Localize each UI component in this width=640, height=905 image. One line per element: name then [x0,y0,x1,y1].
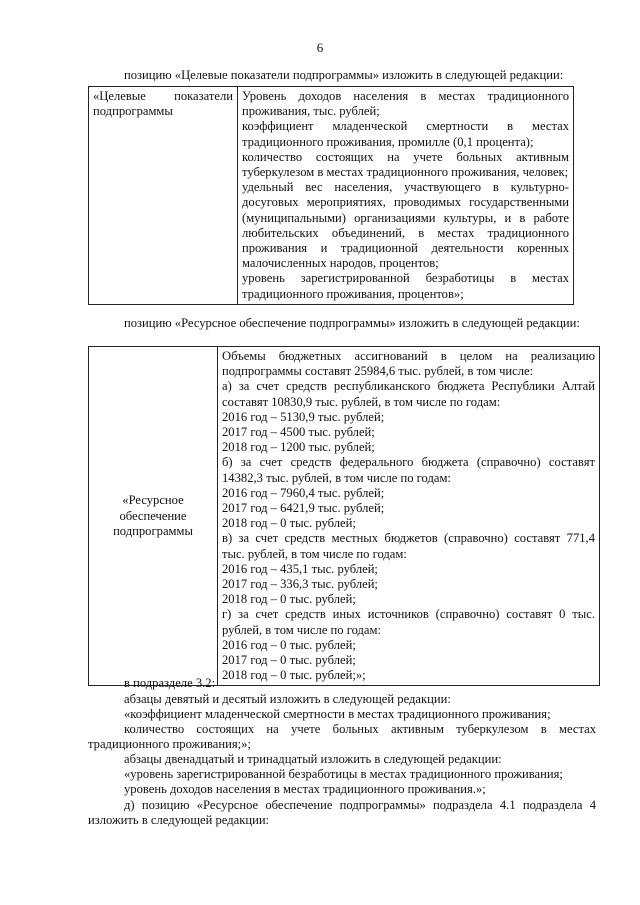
funding-line: г) за счет средств иных источников (справочно) составят 0 тыс. рублей, в том числе по годам: [222,607,595,637]
funding-line: 2016 год – 435,1 тыс. рублей; [222,561,378,576]
funding-line: 2017 год – 4500 тыс. рублей; [222,425,375,440]
funding-line: 2017 год – 336,3 тыс. рублей; [222,577,378,592]
funding-line: 2016 год – 5130,9 тыс. рублей; [222,409,385,424]
funding-line: 2016 год – 7960,4 тыс. рублей; [222,485,385,500]
indicator-item: количество состоящих на учете больных активным туберкулезом в местах традиционного проживания, человек; [242,149,569,180]
funding-line: 2018 год – 0 тыс. рублей; [222,516,356,531]
resource-provision-table [88,346,600,686]
subsection-heading: в подразделе 3.2: [124,676,216,690]
target-indicators-table [88,86,574,305]
funding-line: в) за счет средств местных бюджетов (справочно) составят 771,4 тыс. рублей, в том числе по годам: [222,531,595,561]
funding-line: а) за счет средств республиканского бюджета Республики Алтай составят 10830,9 тыс. рублей, в том числе по годам: [222,379,595,409]
indicator-item: удельный вес населения, участвующего в культурно-досуговых мероприятиях, проводимых государственными (муниципальными) организациями культуры, и в работе любительских объединений, в местах традиционного проживания и традиционной деятельности коренных малочисленных народов, процентов; [242,180,569,271]
funding-line: 2018 год – 0 тыс. рублей; [222,592,356,607]
amendment-paragraph: «уровень зарегистрированной безработицы в местах традиционного проживания; [124,767,563,781]
indicator-item: Уровень доходов населения в местах традиционного проживания, тыс. рублей; [242,89,569,119]
intro-paragraph-1: позицию «Целевые показатели подпрограммы» изложить в следующей редакции: [124,68,564,82]
indicator-item: уровень зарегистрированной безработицы в местах традиционного проживания, процентов»; [242,271,569,301]
funding-line: Объемы бюджетных ассигнований в целом на реализацию подпрограммы составят 25984,6 тыс. рублей, в том числе: [222,349,595,379]
funding-line: 2018 год – 0 тыс. рублей;»; [222,668,366,683]
amendment-paragraph: «коэффициент младенческой смертности в местах традиционного проживания; [124,707,551,721]
amendment-paragraph: д) позицию «Ресурсное обеспечение подпрограммы» подраздела 4.1 подраздела 4 изложить в следующей редакции: [88,798,596,828]
resource-provision-label: «Ресурсное обеспечение подпрограммы [89,347,218,686]
amendment-paragraph: абзацы двенадцатый и тринадцатый изложить в следующей редакции: [124,752,502,766]
funding-line: 2017 год – 0 тыс. рублей; [222,653,356,668]
funding-line: 2018 год – 1200 тыс. рублей; [222,440,375,455]
target-indicators-label: «Целевые показатели подпрограммы [89,87,238,305]
amendment-paragraph: абзацы девятый и десятый изложить в следующей редакции: [124,692,451,706]
amendment-paragraph: уровень доходов населения в местах традиционного проживания.»; [124,782,486,796]
funding-line: 2016 год – 0 тыс. рублей; [222,637,356,652]
amendment-paragraph: количество состоящих на учете больных активным туберкулезом в местах традиционного проживания;»; [88,722,596,752]
resource-provision-content [218,347,600,686]
target-indicators-content [238,87,574,305]
indicator-item: коэффициент младенческой смертности в местах традиционного проживания, промилле (0,1 процента); [242,119,569,149]
funding-line: 2017 год – 6421,9 тыс. рублей; [222,501,385,516]
intro-paragraph-2: позицию «Ресурсное обеспечение подпрограммы» изложить в следующей редакции: [124,316,580,330]
page-number: 6 [316,40,324,55]
funding-line: б) за счет средств федерального бюджета (справочно) составят 14382,3 тыс. рублей, в том числе по годам: [222,455,595,485]
